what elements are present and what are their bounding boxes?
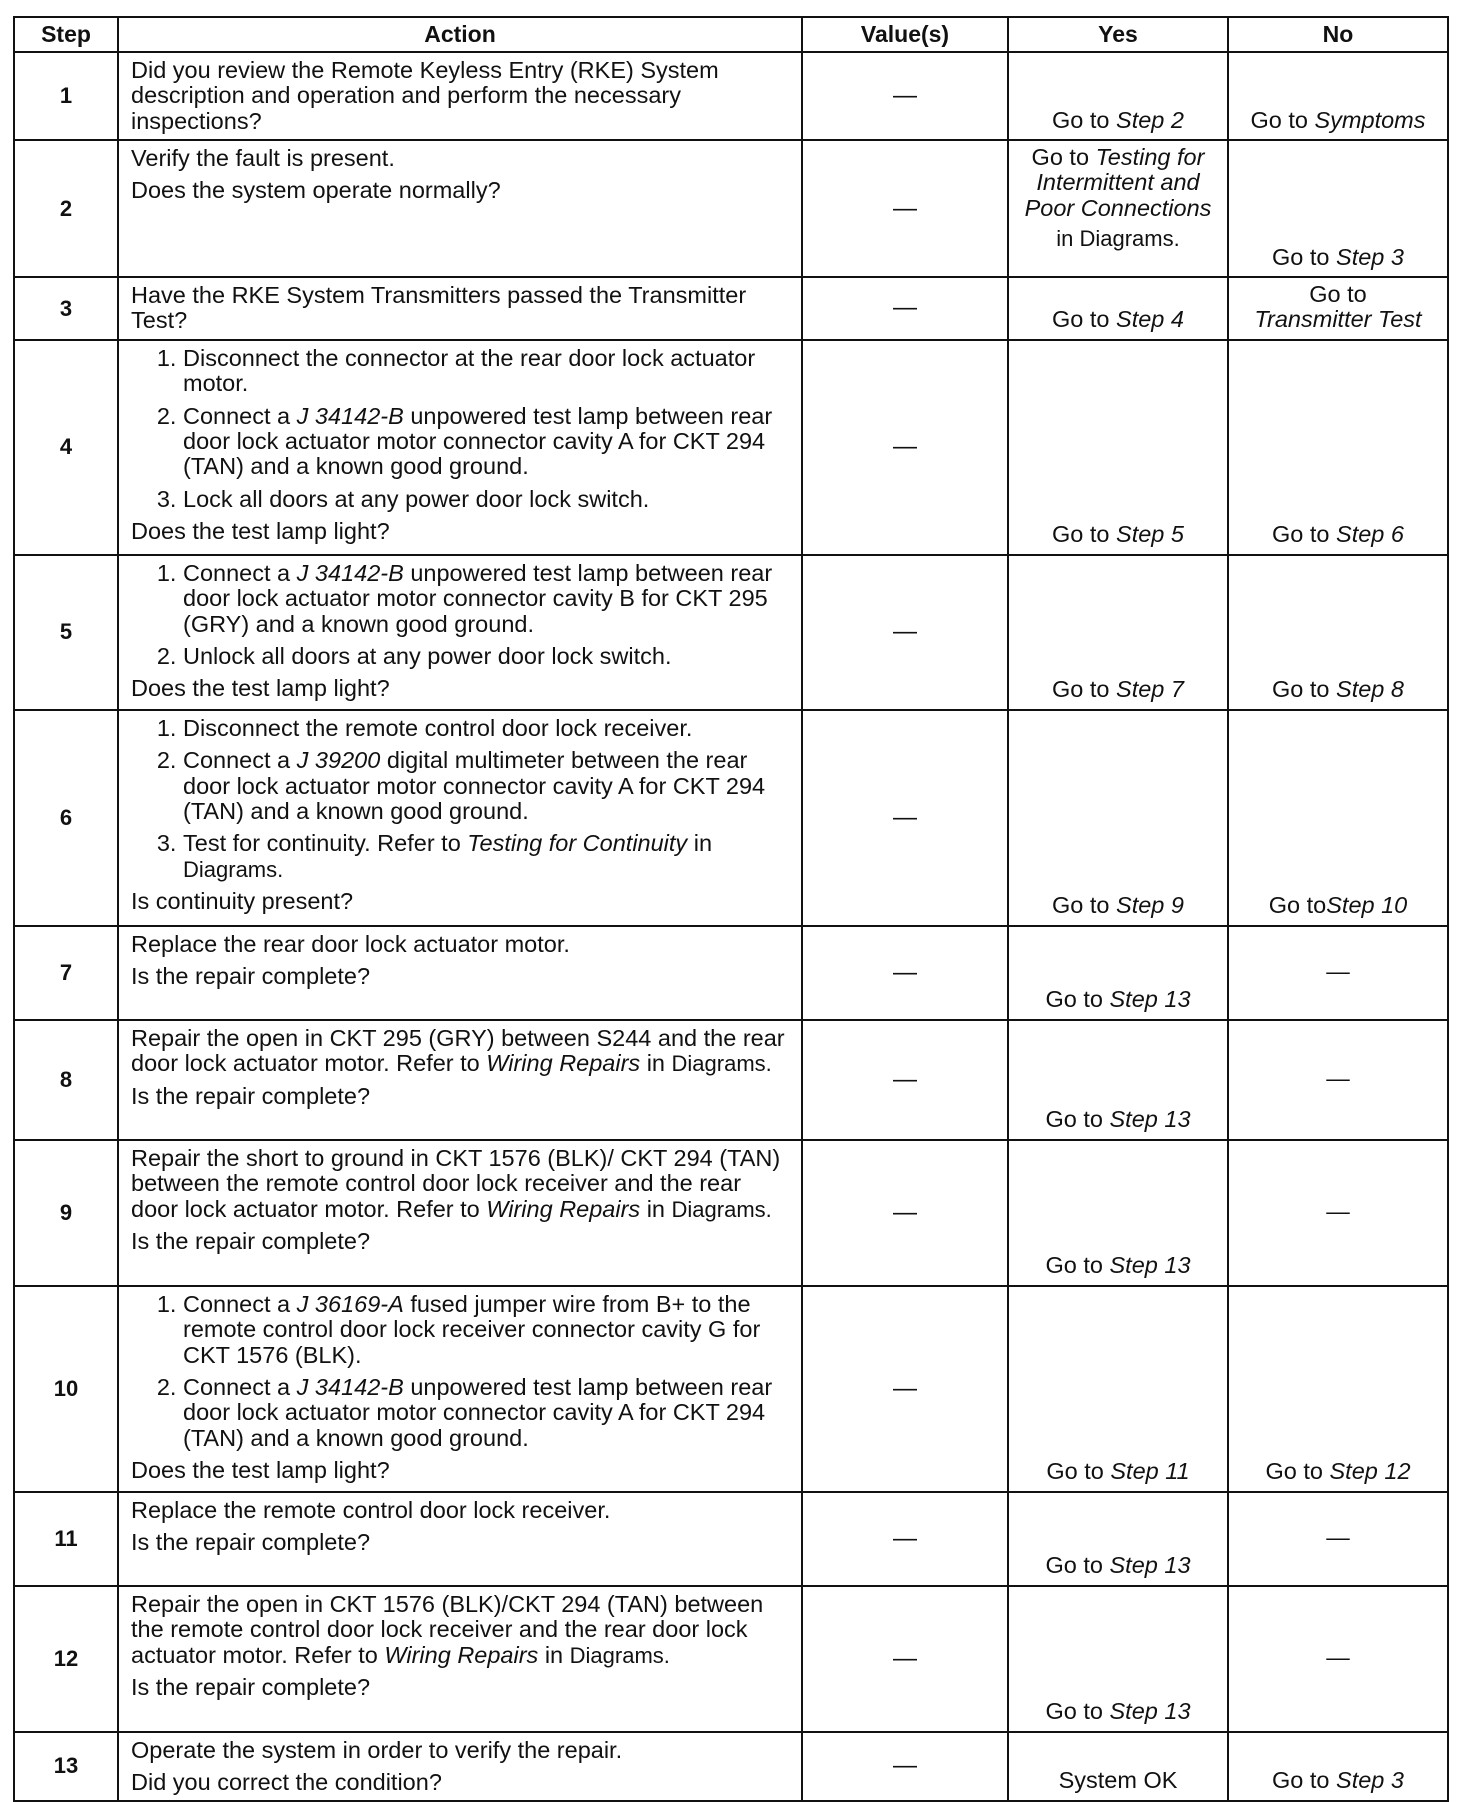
yes-step-ref: Step 13	[1109, 1106, 1191, 1133]
yes-prefix: Go to	[1045, 986, 1110, 1013]
action-question: Does the test lamp light?	[131, 1457, 390, 1483]
no-cell: —	[1228, 1492, 1448, 1586]
yes-prefix: Go to	[1052, 521, 1117, 548]
value-cell: —	[802, 140, 1008, 277]
procedure-item: 3. Lock all doors at any power door lock switch.	[183, 487, 789, 512]
procedure-item: 2. Connect a J 39200 digital multimeter between the rear door lock actuator motor connector cavity A for CKT 294 (TAN) and a known good ground.	[183, 748, 789, 824]
table-row	[14, 140, 1448, 277]
yes-cell	[1008, 1140, 1228, 1286]
no-step-ref: Step 10	[1326, 892, 1408, 919]
yes-cell: System OK	[1008, 1732, 1228, 1801]
yes-cell	[1008, 1586, 1228, 1732]
header-step: Step	[14, 17, 118, 52]
header-yes: Yes	[1008, 17, 1228, 52]
action-line: Verify the fault is present.	[131, 145, 395, 171]
yes-step-ref: Step 5	[1116, 521, 1184, 548]
step-number: 8	[14, 1020, 118, 1140]
procedure-list	[131, 346, 789, 512]
no-prefix: Go to	[1272, 1767, 1337, 1794]
procedure-list	[131, 561, 789, 670]
step-number: 5	[14, 555, 118, 710]
yes-step-ref: Step 7	[1116, 676, 1184, 703]
action-line: Replace the rear door lock actuator motor.	[131, 930, 570, 957]
yes-step-ref: Step 2	[1116, 106, 1184, 133]
no-step-ref: Step 8	[1336, 676, 1404, 703]
action-cell	[118, 277, 802, 340]
table-row	[14, 277, 1448, 340]
action-cell	[118, 1140, 802, 1286]
tool-ref: J 34142-B	[296, 559, 404, 586]
action-cell	[118, 1732, 802, 1801]
yes-prefix: Go to	[1045, 1552, 1110, 1579]
yes-ref-line: Intermittent and	[1036, 169, 1200, 196]
yes-prefix: Go to	[1031, 144, 1096, 170]
step-number: 12	[14, 1586, 118, 1732]
value-cell: —	[802, 1020, 1008, 1140]
step-number: 13	[14, 1732, 118, 1801]
step-number: 3	[14, 277, 118, 340]
table-row	[14, 1020, 1448, 1140]
no-step-ref: Step 3	[1336, 243, 1404, 270]
action-line: Operate the system in order to verify the repair.	[131, 1736, 623, 1763]
header-no: No	[1228, 17, 1448, 52]
table-row	[14, 710, 1448, 926]
yes-prefix: Go to	[1052, 106, 1117, 133]
value-cell: —	[802, 52, 1008, 140]
no-cell	[1228, 1286, 1448, 1492]
step-number: 7	[14, 926, 118, 1020]
action-question: Does the system operate normally?	[131, 177, 501, 204]
yes-step-ref: Step 13	[1109, 1252, 1191, 1279]
action-text: Did you review the Remote Keyless Entry (RKE) System description and operation and perform the necessary inspections?	[131, 57, 719, 134]
tool-ref: J 34142-B	[296, 1373, 404, 1400]
yes-cell	[1008, 926, 1228, 1020]
no-cell	[1228, 140, 1448, 277]
procedure-item: 3. Test for continuity. Refer to Testing for Continuity in Diagrams.	[183, 831, 789, 882]
step-number: 1	[14, 52, 118, 140]
yes-step-ref: Step 13	[1109, 1552, 1191, 1579]
table-row	[14, 1492, 1448, 1586]
action-text: Repair the open in CKT 295 (GRY) between S244 and the rear door lock actuator motor. Refer to Wiring Repairs in Diagrams.	[131, 1024, 785, 1077]
step-number: 10	[14, 1286, 118, 1492]
action-cell	[118, 140, 802, 277]
value-cell: —	[802, 1492, 1008, 1586]
table-row	[14, 555, 1448, 710]
table-row	[14, 1140, 1448, 1286]
doc-ref: Wiring Repairs	[384, 1641, 539, 1668]
yes-prefix: Go to	[1045, 1106, 1110, 1133]
yes-cell	[1008, 277, 1228, 340]
doc-ref: Wiring Repairs	[486, 1195, 641, 1222]
table-row	[14, 1286, 1448, 1492]
yes-cell	[1008, 555, 1228, 710]
no-cell: —	[1228, 1020, 1448, 1140]
tool-ref: J 34142-B	[296, 402, 404, 429]
action-cell	[118, 710, 802, 926]
yes-step-ref: Step 13	[1109, 986, 1191, 1013]
no-prefix: Go to	[1268, 892, 1327, 919]
yes-prefix: Go to	[1046, 1458, 1111, 1485]
step-number: 6	[14, 710, 118, 926]
yes-step-ref: Step 13	[1109, 1698, 1191, 1725]
yes-step-ref: Step 4	[1116, 306, 1184, 333]
value-cell: —	[802, 1732, 1008, 1801]
no-prefix: Go to	[1272, 521, 1337, 548]
no-cell: —	[1228, 926, 1448, 1020]
procedure-item: 1. Connect a J 34142-B unpowered test lamp between rear door lock actuator motor connector cavity B for CKT 295 (GRY) and a known good ground.	[183, 561, 789, 637]
header-action: Action	[118, 17, 802, 52]
procedure-list	[131, 1292, 789, 1451]
procedure-item: 2. Unlock all doors at any power door lock switch.	[183, 644, 789, 669]
value-cell: —	[802, 710, 1008, 926]
no-cell	[1228, 277, 1448, 340]
table-row	[14, 926, 1448, 1020]
yes-cell	[1008, 710, 1228, 926]
procedure-item: 1. Disconnect the connector at the rear door lock actuator motor.	[183, 346, 789, 397]
step-number: 11	[14, 1492, 118, 1586]
procedure-item: 1. Disconnect the remote control door lock receiver.	[183, 716, 789, 741]
value-cell: —	[802, 555, 1008, 710]
yes-cell	[1008, 140, 1228, 277]
no-cell	[1228, 555, 1448, 710]
value-cell: —	[802, 1586, 1008, 1732]
action-question: Did you correct the condition?	[131, 1769, 442, 1796]
no-cell	[1228, 52, 1448, 140]
yes-cell	[1008, 1286, 1228, 1492]
no-prefix: Go to	[1272, 676, 1337, 703]
no-step-ref: Step 6	[1336, 521, 1404, 548]
action-cell	[118, 1020, 802, 1140]
action-question: Is the repair complete?	[131, 1082, 371, 1109]
action-cell	[118, 1286, 802, 1492]
procedure-list	[131, 716, 789, 882]
no-cell	[1228, 1732, 1448, 1801]
action-cell	[118, 926, 802, 1020]
yes-step-ref: Step 9	[1116, 892, 1184, 919]
action-text: Repair the short to ground in CKT 1576 (BLK)/ CKT 294 (TAN) between the remote control door lock receiver and the rear door lock actuator motor. Refer to Wiring Repairs in Diagrams.	[131, 1144, 781, 1222]
step-number: 2	[14, 140, 118, 277]
no-step-ref: Step 3	[1336, 1767, 1404, 1794]
yes-step-ref: Step 11	[1110, 1458, 1190, 1485]
no-step-ref: Symptoms	[1314, 106, 1426, 133]
action-cell	[118, 555, 802, 710]
action-cell	[118, 340, 802, 555]
action-question: Is the repair complete?	[131, 963, 371, 990]
table-row	[14, 52, 1448, 140]
action-cell	[118, 1492, 802, 1586]
action-line: Replace the remote control door lock receiver.	[131, 1496, 611, 1523]
no-prefix: Go to	[1250, 106, 1315, 133]
table-row	[14, 1586, 1448, 1732]
value-cell: —	[802, 277, 1008, 340]
yes-suffix: in Diagrams.	[1056, 226, 1180, 252]
header-values: Value(s)	[802, 17, 1008, 52]
no-prefix: Go to	[1265, 1458, 1330, 1485]
yes-cell	[1008, 1492, 1228, 1586]
tool-ref: J 36169-A	[296, 1290, 404, 1317]
no-cell	[1228, 340, 1448, 555]
yes-ref-line: Testing for	[1095, 144, 1205, 170]
step-number: 9	[14, 1140, 118, 1286]
yes-cell	[1008, 52, 1228, 140]
no-cell: —	[1228, 1586, 1448, 1732]
procedure-item: 1. Connect a J 36169-A fused jumper wire from B+ to the remote control door lock receiver connector cavity G for CKT 1576 (BLK).	[183, 1292, 789, 1368]
action-question: Is the repair complete?	[131, 1529, 371, 1556]
value-cell: —	[802, 1140, 1008, 1286]
value-cell: —	[802, 1286, 1008, 1492]
action-cell	[118, 1586, 802, 1732]
no-step-ref: Transmitter Test	[1254, 306, 1422, 333]
yes-prefix: Go to	[1052, 306, 1117, 333]
no-cell	[1228, 710, 1448, 926]
procedure-item: 2. Connect a J 34142-B unpowered test lamp between rear door lock actuator motor connector cavity A for CKT 294 (TAN) and a known good ground.	[183, 404, 789, 480]
no-cell: —	[1228, 1140, 1448, 1286]
no-prefix: Go to	[1272, 243, 1337, 270]
diagnostic-table	[13, 16, 1449, 1802]
yes-prefix: Go to	[1045, 1252, 1110, 1279]
yes-ref-line: Poor Connections	[1024, 194, 1212, 221]
action-text: Have the RKE System Transmitters passed the Transmitter Test?	[131, 282, 747, 334]
table-row	[14, 1732, 1448, 1801]
table-header-row	[14, 17, 1448, 52]
tool-ref: J 39200	[296, 747, 381, 774]
value-cell: —	[802, 340, 1008, 555]
action-question: Does the test lamp light?	[131, 518, 390, 544]
action-question: Is continuity present?	[131, 888, 354, 914]
value-cell: —	[802, 926, 1008, 1020]
action-text: Repair the open in CKT 1576 (BLK)/CKT 294 (TAN) between the remote control door lock receiver and the rear door lock actuator motor. Refer to Wiring Repairs in Diagrams.	[131, 1590, 764, 1668]
action-cell	[118, 52, 802, 140]
action-question: Does the test lamp light?	[131, 675, 390, 702]
doc-ref: Testing for Continuity	[467, 830, 688, 857]
doc-ref: Wiring Repairs	[486, 1050, 641, 1077]
procedure-item: 2. Connect a J 34142-B unpowered test lamp between rear door lock actuator motor connector cavity A for CKT 294 (TAN) and a known good ground.	[183, 1375, 789, 1451]
yes-prefix: Go to	[1045, 1698, 1110, 1725]
table-row	[14, 340, 1448, 555]
action-question: Is the repair complete?	[131, 1227, 371, 1254]
no-step-ref: Step 12	[1329, 1458, 1411, 1485]
no-prefix: Go to	[1309, 281, 1367, 307]
step-number: 4	[14, 340, 118, 555]
yes-cell	[1008, 1020, 1228, 1140]
yes-prefix: Go to	[1052, 676, 1117, 703]
action-question: Is the repair complete?	[131, 1673, 371, 1700]
yes-cell	[1008, 340, 1228, 555]
yes-prefix: Go to	[1052, 892, 1117, 919]
